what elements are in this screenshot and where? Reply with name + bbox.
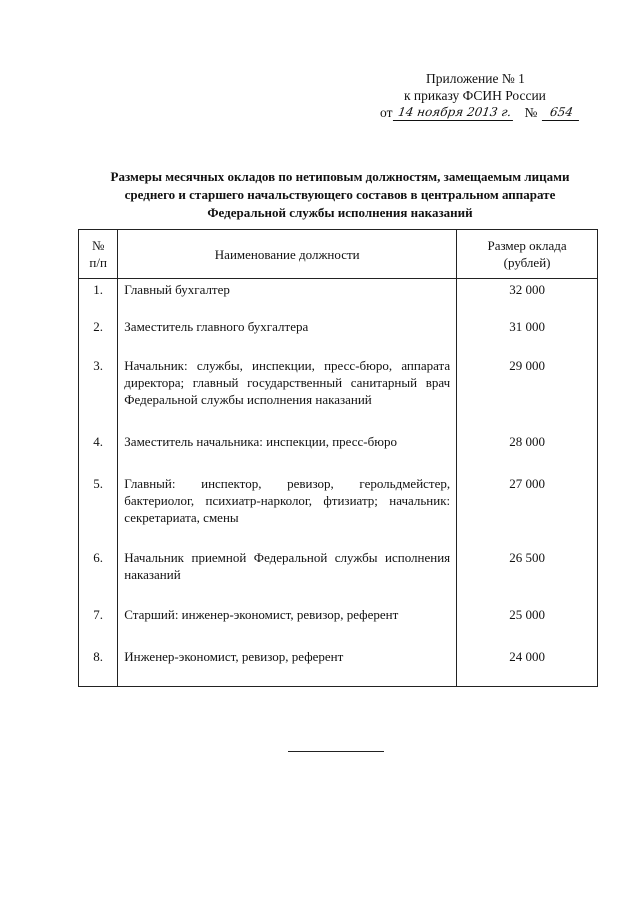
header-position-name: Наименование должности bbox=[118, 230, 457, 279]
row-position-name: Заместитель главного бухгалтера bbox=[118, 316, 457, 355]
row-num: 1. bbox=[79, 279, 118, 316]
row-salary: 32 000 bbox=[457, 279, 598, 316]
row-num: 8. bbox=[79, 646, 118, 687]
header-num-line: п/п bbox=[89, 255, 107, 270]
appendix-order-ref: к приказу ФСИН России bbox=[404, 88, 546, 103]
row-position-name: Главный бухгалтер bbox=[118, 279, 457, 316]
row-num: 3. bbox=[79, 355, 118, 431]
table-row bbox=[79, 646, 598, 687]
header-num bbox=[79, 230, 118, 279]
row-position-name: Начальник: службы, инспекции, пресс-бюро, аппарата директора; главный государственный санитарный врач Федеральной службы исполнения наказаний bbox=[118, 355, 457, 431]
from-label: от bbox=[380, 105, 393, 120]
table-row bbox=[79, 547, 598, 604]
title-line: Федеральной службы исполнения наказаний bbox=[207, 205, 473, 220]
appendix-title: Приложение № 1 bbox=[426, 71, 525, 86]
table-row bbox=[79, 316, 598, 355]
row-position-name: Главный: инспектор, ревизор, герольдмейстер, бактериолог, психиатр-нарколог, фтизиатр; начальник: секретариата, смены bbox=[118, 473, 457, 547]
table-row bbox=[79, 279, 598, 316]
row-salary: 31 000 bbox=[457, 316, 598, 355]
header-salary-line: (рублей) bbox=[503, 255, 551, 270]
row-num: 4. bbox=[79, 431, 118, 473]
row-num: 5. bbox=[79, 473, 118, 547]
appendix-header bbox=[380, 70, 580, 121]
row-salary: 29 000 bbox=[457, 355, 598, 431]
number-label: № bbox=[524, 105, 538, 120]
row-position-name: Заместитель начальника: инспекции, пресс-бюро bbox=[118, 431, 457, 473]
document-title bbox=[80, 168, 600, 222]
row-salary: 25 000 bbox=[457, 604, 598, 646]
title-line: Размеры месячных окладов по нетиповым должностям, замещаемым лицами bbox=[110, 169, 570, 184]
handwritten-date: 14 ноября 2013 г. bbox=[393, 105, 515, 121]
handwritten-number: 654 bbox=[542, 105, 581, 121]
row-salary: 27 000 bbox=[457, 473, 598, 547]
end-divider bbox=[288, 751, 384, 752]
row-position-name: Инженер-экономист, ревизор, референт bbox=[118, 646, 457, 687]
salary-table bbox=[78, 229, 598, 687]
row-num: 6. bbox=[79, 547, 118, 604]
header-salary-line: Размер оклада bbox=[487, 238, 567, 253]
table-row bbox=[79, 431, 598, 473]
row-salary: 24 000 bbox=[457, 646, 598, 687]
row-num: 2. bbox=[79, 316, 118, 355]
table-row bbox=[79, 355, 598, 431]
row-salary: 26 500 bbox=[457, 547, 598, 604]
row-salary: 28 000 bbox=[457, 431, 598, 473]
table-header-row bbox=[79, 230, 598, 279]
header-salary bbox=[457, 230, 598, 279]
table-row bbox=[79, 473, 598, 547]
table-row bbox=[79, 604, 598, 646]
row-position-name: Старший: инженер-экономист, ревизор, референт bbox=[118, 604, 457, 646]
appendix-date-number bbox=[380, 104, 580, 121]
header-num-line: № bbox=[91, 238, 105, 253]
title-line: среднего и старшего начальствующего составов в центральном аппарате bbox=[124, 187, 556, 202]
row-num: 7. bbox=[79, 604, 118, 646]
row-position-name: Начальник приемной Федеральной службы исполнения наказаний bbox=[118, 547, 457, 604]
